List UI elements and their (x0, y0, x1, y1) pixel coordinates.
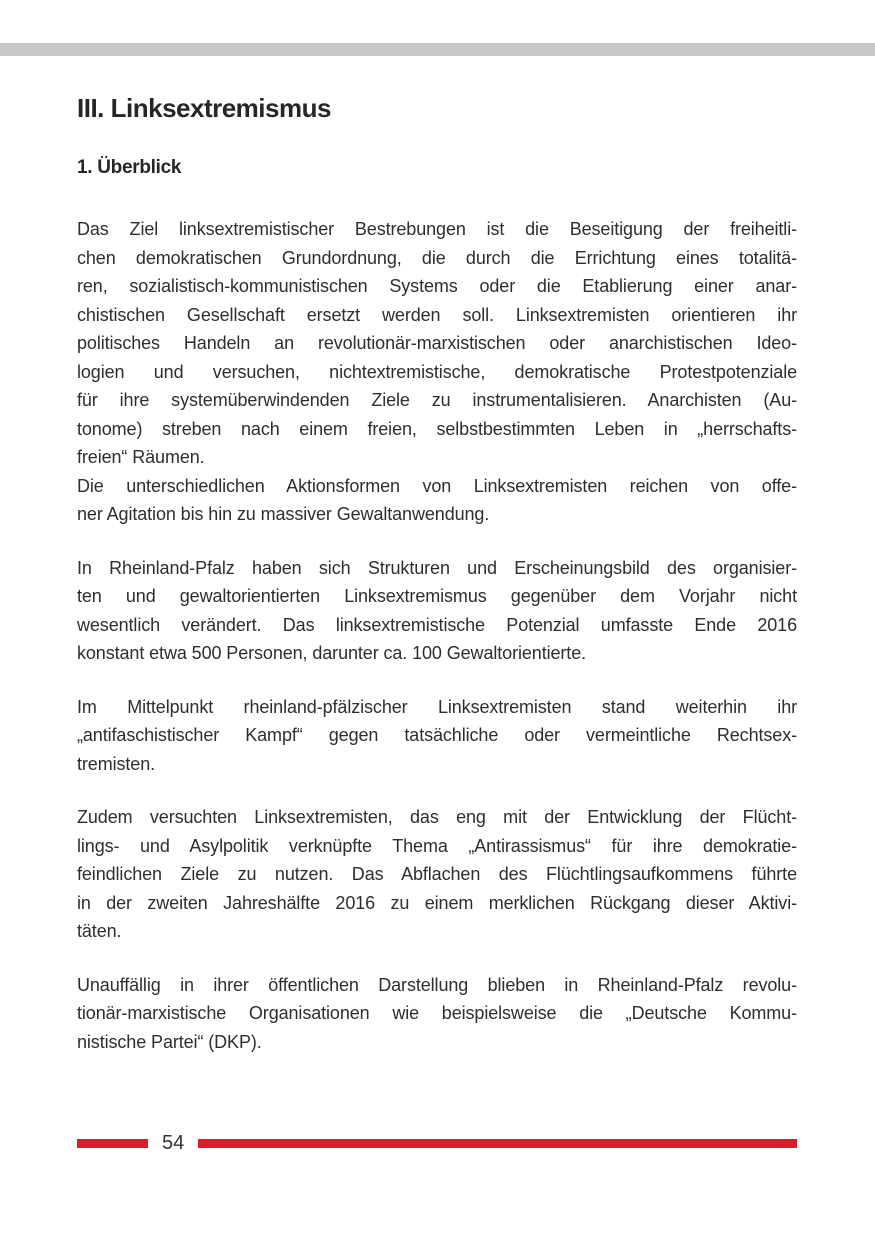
page-number: 54 (162, 1132, 185, 1154)
text-line: Im Mittelpunkt rheinland-pfälzischer Linksextremisten stand weiterhin ihr (77, 696, 797, 717)
page-content (77, 0, 797, 1056)
paragraph (77, 472, 797, 529)
text-line: feindlichen Ziele zu nutzen. Das Abflachen des Flüchtlingsaufkommens führte (77, 864, 797, 884)
footer-rule-right (198, 1139, 797, 1148)
text-line: für ihre systemüberwindenden Ziele zu instrumentalisieren. Anarchisten (Au- (77, 390, 797, 410)
text-line: Die unterschiedlichen Aktionsformen von Linksextremisten reichen von offe- (77, 475, 797, 496)
paragraph (77, 215, 797, 472)
footer-rule-left (77, 1139, 148, 1148)
text-line: tonome) streben nach einem freien, selbstbestimmten Leben in „herrschafts- (77, 418, 797, 439)
text-line: In Rheinland-Pfalz haben sich Strukturen und Erscheinungsbild des organisier- (77, 557, 797, 578)
paragraph (77, 803, 797, 946)
paragraph (77, 693, 797, 779)
text-line: politisches Handeln an revolutionär-marxistischen oder anarchistischen Ideo- (77, 333, 797, 353)
text-line: Unauffällig in ihrer öffentlichen Darstellung blieben in Rheinland-Pfalz revolu- (77, 974, 797, 995)
text-line: tionär-marxistische Organisationen wie beispielsweise die „Deutsche Kommu- (77, 1003, 797, 1023)
text-line: ten und gewaltorientierten Linksextremismus gegenüber dem Vorjahr nicht (77, 586, 797, 606)
page-title: III. Linksextremismus (77, 93, 331, 123)
text-line: täten. (77, 921, 122, 941)
paragraph (77, 554, 797, 668)
text-line: wesentlich verändert. Das linksextremistische Potenzial umfasste Ende 2016 (77, 614, 797, 635)
text-line: „antifaschistischer Kampf“ gegen tatsächliche oder vermeintliche Rechtsex- (77, 725, 797, 745)
text-line: lings- und Asylpolitik verknüpfte Thema „Antirassismus“ für ihre demokratie- (77, 835, 797, 856)
text-line: konstant etwa 500 Personen, darunter ca. 100 Gewaltorientierte. (77, 643, 587, 663)
page-footer (77, 1131, 797, 1155)
section-subtitle: 1. Überblick (77, 157, 182, 178)
text-line: ren, sozialistisch-kommunistischen Systems oder die Etablierung einer anar- (77, 276, 797, 296)
text-line: nistische Partei“ (DKP). (77, 1031, 262, 1052)
text-line: tremisten. (77, 753, 156, 774)
text-line: chen demokratischen Grundordnung, die durch die Errichtung eines totalitä- (77, 247, 797, 268)
body-text (77, 215, 797, 1056)
text-line: logien und versuchen, nichtextremistische, demokratische Protestpotenziale (77, 361, 797, 382)
text-line: Zudem versuchten Linksextremisten, das eng mit der Entwicklung der Flücht- (77, 807, 797, 827)
text-line: Das Ziel linksextremistischer Bestrebungen ist die Beseitigung der freiheitli- (77, 219, 797, 239)
paragraph (77, 971, 797, 1057)
text-line: freien“ Räumen. (77, 447, 205, 467)
text-line: chistischen Gesellschaft ersetzt werden soll. Linksextremisten orientieren ihr (77, 304, 797, 325)
text-line: ner Agitation bis hin zu massiver Gewaltanwendung. (77, 504, 490, 524)
text-line: in der zweiten Jahreshälfte 2016 zu einem merklichen Rückgang dieser Aktivi- (77, 892, 797, 913)
